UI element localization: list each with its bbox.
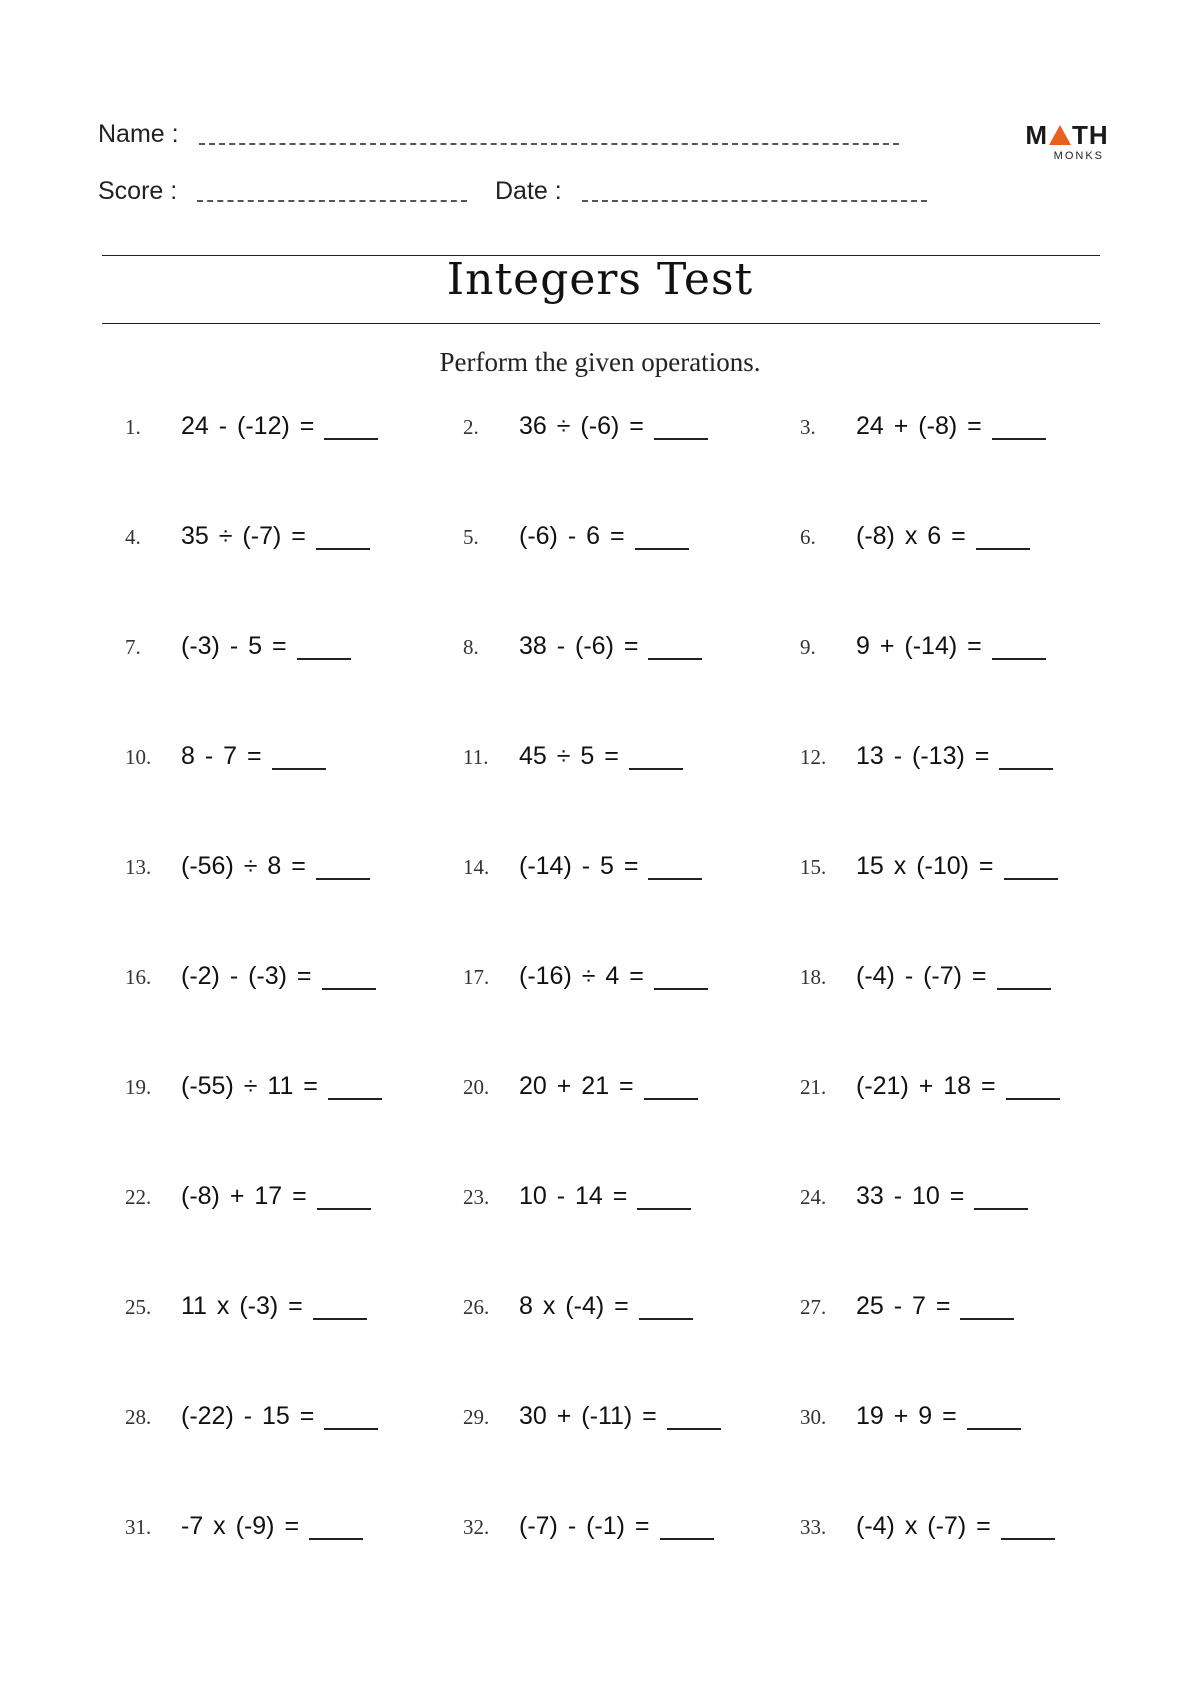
answer-blank[interactable] [644, 1098, 698, 1100]
problem-item [463, 632, 702, 661]
problem-number: 26. [463, 1295, 490, 1319]
problem-expression: 30 + (-11) = [519, 1402, 657, 1430]
problem-expression: 8 - 7 = [181, 742, 262, 770]
problem-expression: 15 x (-10) = [856, 852, 994, 880]
problem-item [125, 1182, 371, 1211]
problem-expression: (-21) + 18 = [856, 1072, 996, 1100]
problem-item [125, 412, 378, 441]
answer-blank[interactable] [654, 988, 708, 990]
problem-item [800, 632, 1046, 661]
answer-blank[interactable] [660, 1538, 714, 1540]
problem-number: 33. [800, 1515, 827, 1539]
problem-number: 8. [463, 635, 479, 659]
problem-item [800, 1292, 1014, 1321]
problem-item [125, 1512, 363, 1541]
problem-number: 17. [463, 965, 490, 989]
problem-item [463, 522, 689, 551]
problem-expression: 45 ÷ 5 = [519, 742, 619, 770]
problem-number: 1. [125, 415, 141, 439]
math-monks-logo [1024, 122, 1110, 162]
problem-item [463, 1402, 721, 1431]
problem-expression: (-8) + 17 = [181, 1182, 307, 1210]
problem-item [463, 852, 702, 881]
problem-item [463, 1072, 698, 1101]
problem-expression: 9 + (-14) = [856, 632, 982, 660]
page-title: Integers Test [446, 254, 754, 305]
answer-blank[interactable] [1004, 878, 1058, 880]
problem-number: 29. [463, 1405, 490, 1429]
problem-number: 21. [800, 1075, 827, 1099]
problem-expression: (-22) - 15 = [181, 1402, 315, 1430]
score-field[interactable] [197, 200, 467, 202]
problem-number: 3. [800, 415, 816, 439]
problem-expression: (-55) ÷ 11 = [181, 1072, 318, 1100]
problem-item [463, 1512, 714, 1541]
answer-blank[interactable] [967, 1428, 1021, 1430]
answer-blank[interactable] [297, 658, 351, 660]
answer-blank[interactable] [316, 548, 370, 550]
score-label: Score : [98, 177, 178, 205]
problem-item [125, 742, 326, 771]
problem-expression: 20 + 21 = [519, 1072, 634, 1100]
problem-expression: 19 + 9 = [856, 1402, 957, 1430]
problem-item [125, 1072, 382, 1101]
date-row [495, 177, 927, 206]
problem-number: 31. [125, 1515, 152, 1539]
problem-item [125, 962, 376, 991]
answer-blank[interactable] [654, 438, 708, 440]
answer-blank[interactable] [1006, 1098, 1060, 1100]
problem-expression: 33 - 10 = [856, 1182, 965, 1210]
logo-wordmark: M TH [1025, 120, 1109, 150]
problem-number: 30. [800, 1405, 827, 1429]
problem-number: 18. [800, 965, 827, 989]
problem-expression: 36 ÷ (-6) = [519, 412, 644, 440]
answer-blank[interactable] [999, 768, 1053, 770]
problem-number: 6. [800, 525, 816, 549]
problem-expression: (-2) - (-3) = [181, 962, 312, 990]
problem-number: 9. [800, 635, 816, 659]
problem-expression: (-3) - 5 = [181, 632, 287, 660]
answer-blank[interactable] [316, 878, 370, 880]
answer-blank[interactable] [324, 438, 378, 440]
problem-expression: 8 x (-4) = [519, 1292, 629, 1320]
answer-blank[interactable] [974, 1208, 1028, 1210]
problem-expression: (-14) - 5 = [519, 852, 639, 880]
problem-item [800, 1182, 1028, 1211]
problem-number: 4. [125, 525, 141, 549]
answer-blank[interactable] [648, 878, 702, 880]
problem-number: 19. [125, 1075, 152, 1099]
title-bottom-rule [102, 323, 1100, 324]
problem-number: 2. [463, 415, 479, 439]
answer-blank[interactable] [976, 548, 1030, 550]
problem-expression: (-4) x (-7) = [856, 1512, 991, 1540]
instructions: Perform the given operations. [439, 347, 761, 377]
answer-blank[interactable] [309, 1538, 363, 1540]
problem-item [125, 1402, 378, 1431]
problem-expression: 38 - (-6) = [519, 632, 639, 660]
problem-number: 20. [463, 1075, 490, 1099]
date-label: Date : [495, 177, 562, 205]
problem-expression: 13 - (-13) = [856, 742, 990, 770]
problem-item [800, 742, 1053, 771]
problem-number: 32. [463, 1515, 490, 1539]
name-label: Name : [98, 120, 179, 148]
answer-blank[interactable] [992, 658, 1046, 660]
problem-item [463, 412, 708, 441]
problem-expression: -7 x (-9) = [181, 1512, 300, 1540]
problem-number: 14. [463, 855, 490, 879]
problem-item [125, 852, 370, 881]
problem-number: 25. [125, 1295, 152, 1319]
problem-expression: (-56) ÷ 8 = [181, 852, 306, 880]
answer-blank[interactable] [639, 1318, 693, 1320]
problem-item [463, 742, 683, 771]
logo-subtext: MONKS [1053, 150, 1104, 162]
answer-blank[interactable] [637, 1208, 691, 1210]
problem-expression: (-4) - (-7) = [856, 962, 987, 990]
problem-expression: (-16) ÷ 4 = [519, 962, 644, 990]
answer-blank[interactable] [997, 988, 1051, 990]
problem-item [800, 522, 1030, 551]
score-row [98, 177, 467, 206]
problem-item [800, 1072, 1060, 1101]
problem-item [463, 1182, 691, 1211]
problem-item [125, 632, 351, 661]
problem-expression: 24 - (-12) = [181, 412, 315, 440]
problem-number: 28. [125, 1405, 152, 1429]
answer-blank[interactable] [629, 768, 683, 770]
answer-blank[interactable] [960, 1318, 1014, 1320]
answer-blank[interactable] [322, 988, 376, 990]
problem-expression: 10 - 14 = [519, 1182, 628, 1210]
problem-number: 27. [800, 1295, 827, 1319]
answer-blank[interactable] [272, 768, 326, 770]
problem-number: 12. [800, 745, 827, 769]
problem-item [125, 522, 370, 551]
problem-number: 22. [125, 1185, 152, 1209]
problem-item [463, 1292, 693, 1321]
problem-expression: 11 x (-3) = [181, 1292, 303, 1320]
problem-number: 23. [463, 1185, 490, 1209]
problem-number: 7. [125, 635, 141, 659]
problem-number: 13. [125, 855, 152, 879]
problem-item [800, 412, 1046, 441]
problem-number: 16. [125, 965, 152, 989]
problem-number: 24. [800, 1185, 827, 1209]
answer-blank[interactable] [635, 548, 689, 550]
answer-blank[interactable] [992, 438, 1046, 440]
answer-blank[interactable] [313, 1318, 367, 1320]
problem-expression: 35 ÷ (-7) = [181, 522, 306, 550]
problem-item [125, 1292, 367, 1321]
problem-item [463, 962, 708, 991]
problem-item [800, 962, 1051, 991]
problem-number: 11. [463, 745, 489, 769]
problem-expression: 25 - 7 = [856, 1292, 951, 1320]
answer-blank[interactable] [667, 1428, 721, 1430]
problem-item [800, 1402, 1021, 1431]
problem-number: 5. [463, 525, 479, 549]
problem-number: 15. [800, 855, 827, 879]
answer-blank[interactable] [324, 1428, 378, 1430]
answer-blank[interactable] [648, 658, 702, 660]
problem-expression: (-7) - (-1) = [519, 1512, 650, 1540]
problem-item [800, 852, 1058, 881]
date-field[interactable] [582, 200, 927, 202]
problem-expression: (-8) x 6 = [856, 522, 966, 550]
problem-item [800, 1512, 1055, 1541]
triangle-icon [1049, 125, 1071, 145]
name-row [98, 120, 899, 149]
answer-blank[interactable] [317, 1208, 371, 1210]
problem-number: 10. [125, 745, 152, 769]
answer-blank[interactable] [328, 1098, 382, 1100]
problem-expression: (-6) - 6 = [519, 522, 625, 550]
problem-expression: 24 + (-8) = [856, 412, 982, 440]
answer-blank[interactable] [1001, 1538, 1055, 1540]
name-field[interactable] [199, 143, 899, 145]
